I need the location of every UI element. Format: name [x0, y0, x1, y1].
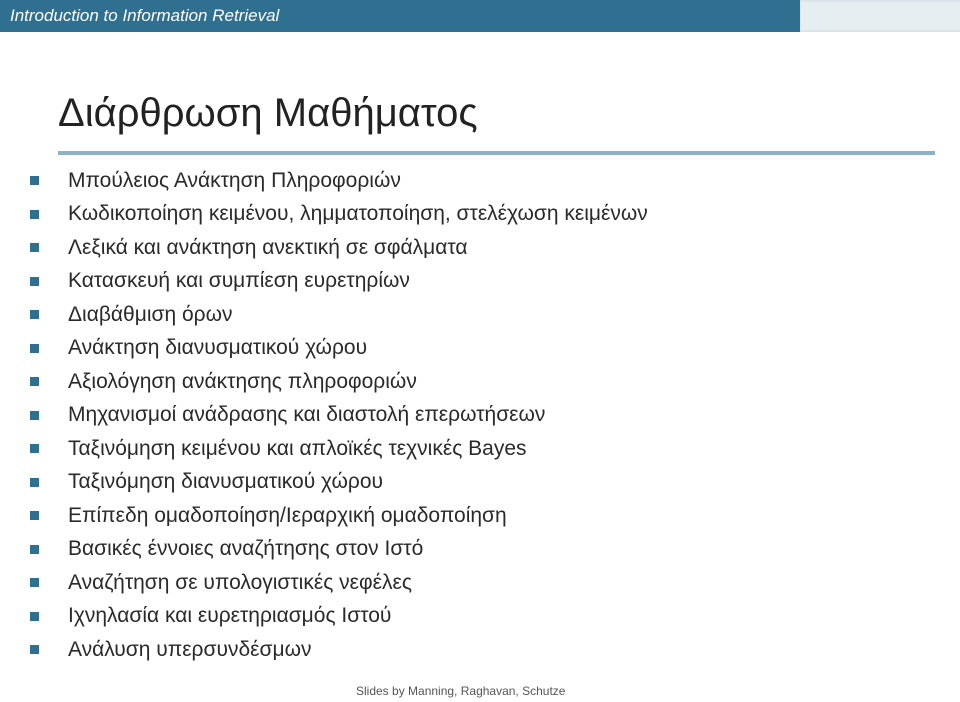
square-bullet-icon	[30, 645, 39, 654]
list-item	[30, 633, 930, 667]
header-accent-inner	[801, 2, 960, 30]
list-item-text: Μηχανισμοί ανάδρασης και διαστολή επερωτήσεων	[68, 403, 546, 427]
square-bullet-icon	[30, 176, 39, 185]
list-item	[30, 298, 930, 332]
list-item	[30, 265, 930, 299]
footer-credit: Slides by Manning, Raghavan, Schutze	[356, 684, 566, 698]
list-item-text: Λεξικά και ανάκτηση ανεκτική σε σφάλματα	[68, 235, 468, 259]
slide-title: Διάρθρωση Μαθήματος	[58, 91, 478, 135]
list-item-text: Βασικές έννοιες αναζήτησης στον Ιστό	[68, 537, 424, 561]
square-bullet-icon	[30, 210, 39, 219]
square-bullet-icon	[30, 511, 39, 520]
list-item	[30, 231, 930, 265]
list-item-text: Επίπεδη ομαδοποίηση/Ιεραρχική ομαδοποίηση	[68, 503, 507, 527]
list-item-text: Κωδικοποίηση κειμένου, λημματοποίηση, στελέχωση κειμένων	[68, 202, 648, 226]
list-item	[30, 533, 930, 567]
list-item	[30, 164, 930, 198]
list-item-text: Ιχνηλασία και ευρετηριασμός Ιστού	[68, 604, 392, 628]
square-bullet-icon	[30, 545, 39, 554]
square-bullet-icon	[30, 243, 39, 252]
list-item-text: Μπούλειος Ανάκτηση Πληροφοριών	[68, 168, 401, 192]
square-bullet-icon	[30, 277, 39, 286]
list-item	[30, 432, 930, 466]
list-item	[30, 399, 930, 433]
list-item-text: Αξιολόγηση ανάκτησης πληροφοριών	[68, 369, 417, 393]
square-bullet-icon	[30, 310, 39, 319]
list-item-text: Ανάκτηση διανυσματικού χώρου	[68, 336, 368, 360]
list-item	[30, 365, 930, 399]
list-item-text: Ανάλυση υπερσυνδέσμων	[68, 637, 312, 661]
square-bullet-icon	[30, 377, 39, 386]
list-item	[30, 466, 930, 500]
square-bullet-icon	[30, 344, 39, 353]
square-bullet-icon	[30, 444, 39, 453]
list-item-text: Ταξινόμηση διανυσματικού χώρου	[68, 470, 384, 494]
square-bullet-icon	[30, 478, 39, 487]
square-bullet-icon	[30, 411, 39, 420]
title-underline	[58, 151, 935, 155]
list-item-text: Κατασκευή και συμπίεση ευρετηρίων	[68, 269, 410, 293]
list-item	[30, 566, 930, 600]
list-item-text: Ταξινόμηση κειμένου και απλοϊκές τεχνικές Bayes	[68, 436, 527, 460]
list-item	[30, 332, 930, 366]
square-bullet-icon	[30, 578, 39, 587]
header-bar	[0, 0, 800, 32]
list-item	[30, 499, 930, 533]
list-item	[30, 600, 930, 634]
outline-list	[30, 164, 930, 667]
square-bullet-icon	[30, 612, 39, 621]
list-item	[30, 198, 930, 232]
course-title: Introduction to Information Retrieval	[10, 6, 280, 25]
list-item-text: Διαβάθμιση όρων	[68, 302, 233, 326]
list-item-text: Αναζήτηση σε υπολογιστικές νεφέλες	[68, 570, 412, 594]
